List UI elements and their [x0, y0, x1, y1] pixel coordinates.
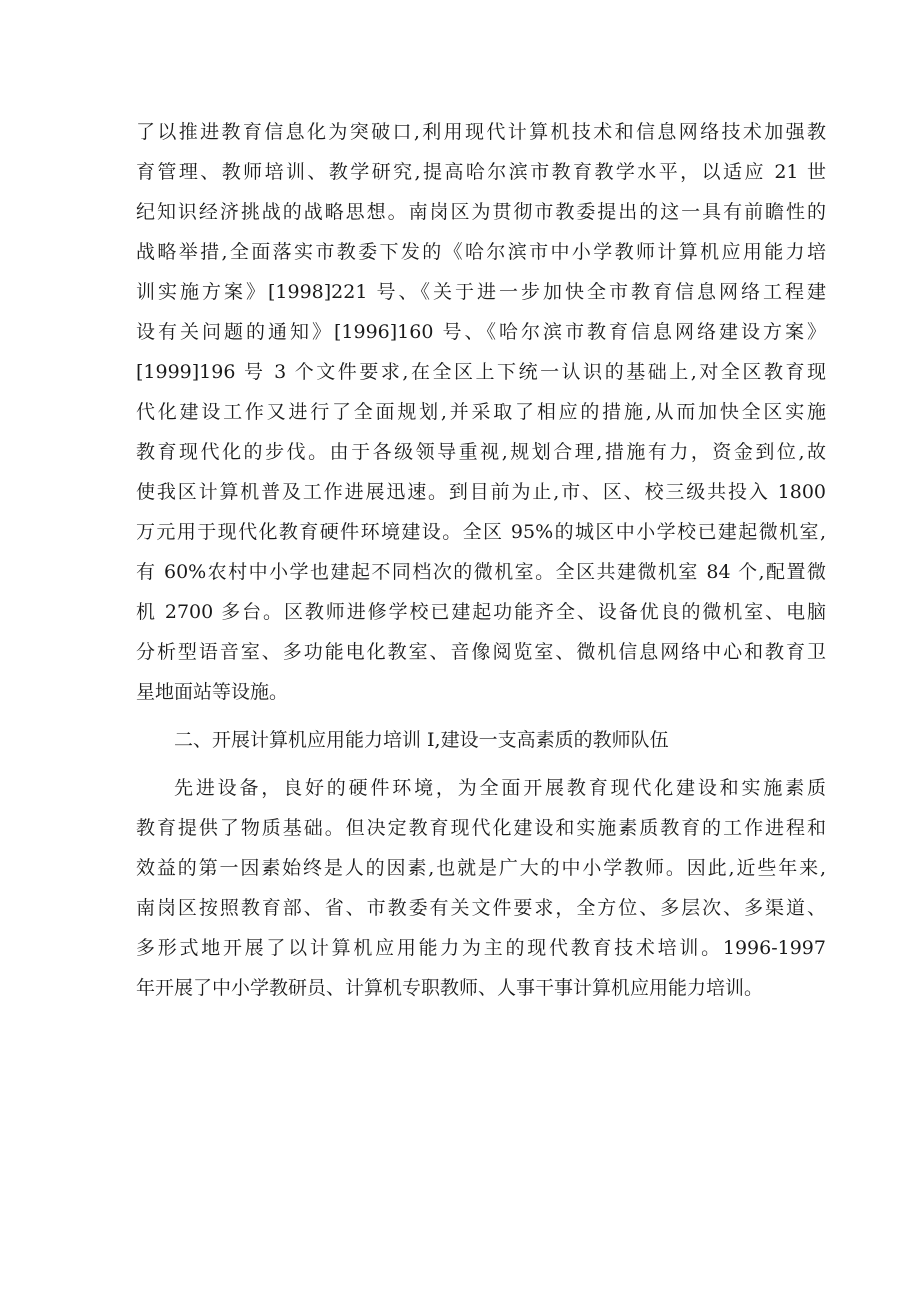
- paragraph-line: 教育提供了物质基础。但决定教育现代化建设和实施素质教育的工作进程和: [136, 817, 826, 839]
- paragraph-line: 星地面站等设施。: [136, 681, 289, 703]
- paragraph-line: 万元用于现代化教育硬件环境建设。全区 95%的城区中小学校已建起微机室,: [136, 521, 826, 543]
- paragraph-2: [136, 768, 826, 1008]
- paragraph-1: [136, 112, 826, 712]
- paragraph-line: 设有关问题的通知》[1996]160 号、《哈尔滨市教育信息网络建设方案》: [136, 321, 826, 343]
- paragraph-gap: [136, 760, 826, 768]
- section-heading: 二、开展计算机应用能力培训 I,建设一支高素质的教师队伍: [174, 729, 669, 751]
- paragraph-line: 纪知识经济挑战的战略思想。南岗区为贯彻市教委提出的这一具有前瞻性的: [136, 201, 826, 223]
- paragraph-line: [1999]196 号 3 个文件要求,在全区上下统一认识的基础上,对全区教育现: [136, 361, 826, 383]
- paragraph-line: 训实施方案》[1998]221 号、《关于进一步加快全市教育信息网络工程建: [136, 281, 826, 303]
- paragraph-gap: [136, 712, 826, 720]
- paragraph-line: 战略举措,全面落实市教委下发的《哈尔滨市中小学教师计算机应用能力培: [136, 241, 826, 263]
- paragraph-line: 使我区计算机普及工作进展迅速。到目前为止,市、区、校三级共投入 1800: [136, 481, 826, 503]
- paragraph-line: 代化建设工作又进行了全面规划,并采取了相应的措施,从而加快全区实施: [136, 401, 826, 423]
- paragraph-line: 年开展了中小学教研员、计算机专职教师、人事干事计算机应用能力培训。: [136, 977, 764, 999]
- paragraph-line: 先进设备，良好的硬件环境，为全面开展教育现代化建设和实施素质: [174, 777, 826, 799]
- paragraph-line: 多形式地开展了以计算机应用能力为主的现代教育技术培训。1996-1997: [136, 937, 826, 959]
- paragraph-line: 南岗区按照教育部、省、市教委有关文件要求，全方位、多层次、多渠道、: [136, 897, 826, 919]
- paragraph-line: 育管理、教师培训、教学研究,提高哈尔滨市教育教学水平，以适应 21 世: [136, 161, 826, 183]
- paragraph-line: 教育现代化的步伐。由于各级领导重视,规划合理,措施有力，资金到位,故: [136, 441, 826, 463]
- paragraph-line: 有 60%农村中小学也建起不同档次的微机室。全区共建微机室 84 个,配置微: [136, 561, 826, 583]
- paragraph-line: 机 2700 多台。区教师进修学校已建起功能齐全、设备优良的微机室、电脑: [136, 601, 826, 623]
- body-text: [136, 112, 826, 1008]
- paragraph-line: 分析型语音室、多功能电化教室、音像阅览室、微机信息网络中心和教育卫: [136, 641, 826, 663]
- paragraph-line: 了以推进教育信息化为突破口,利用现代计算机技术和信息网络技术加强教: [136, 121, 826, 143]
- paragraph-line: 效益的第一因素始终是人的因素,也就是广大的中小学教师。因此,近些年来,: [136, 857, 826, 879]
